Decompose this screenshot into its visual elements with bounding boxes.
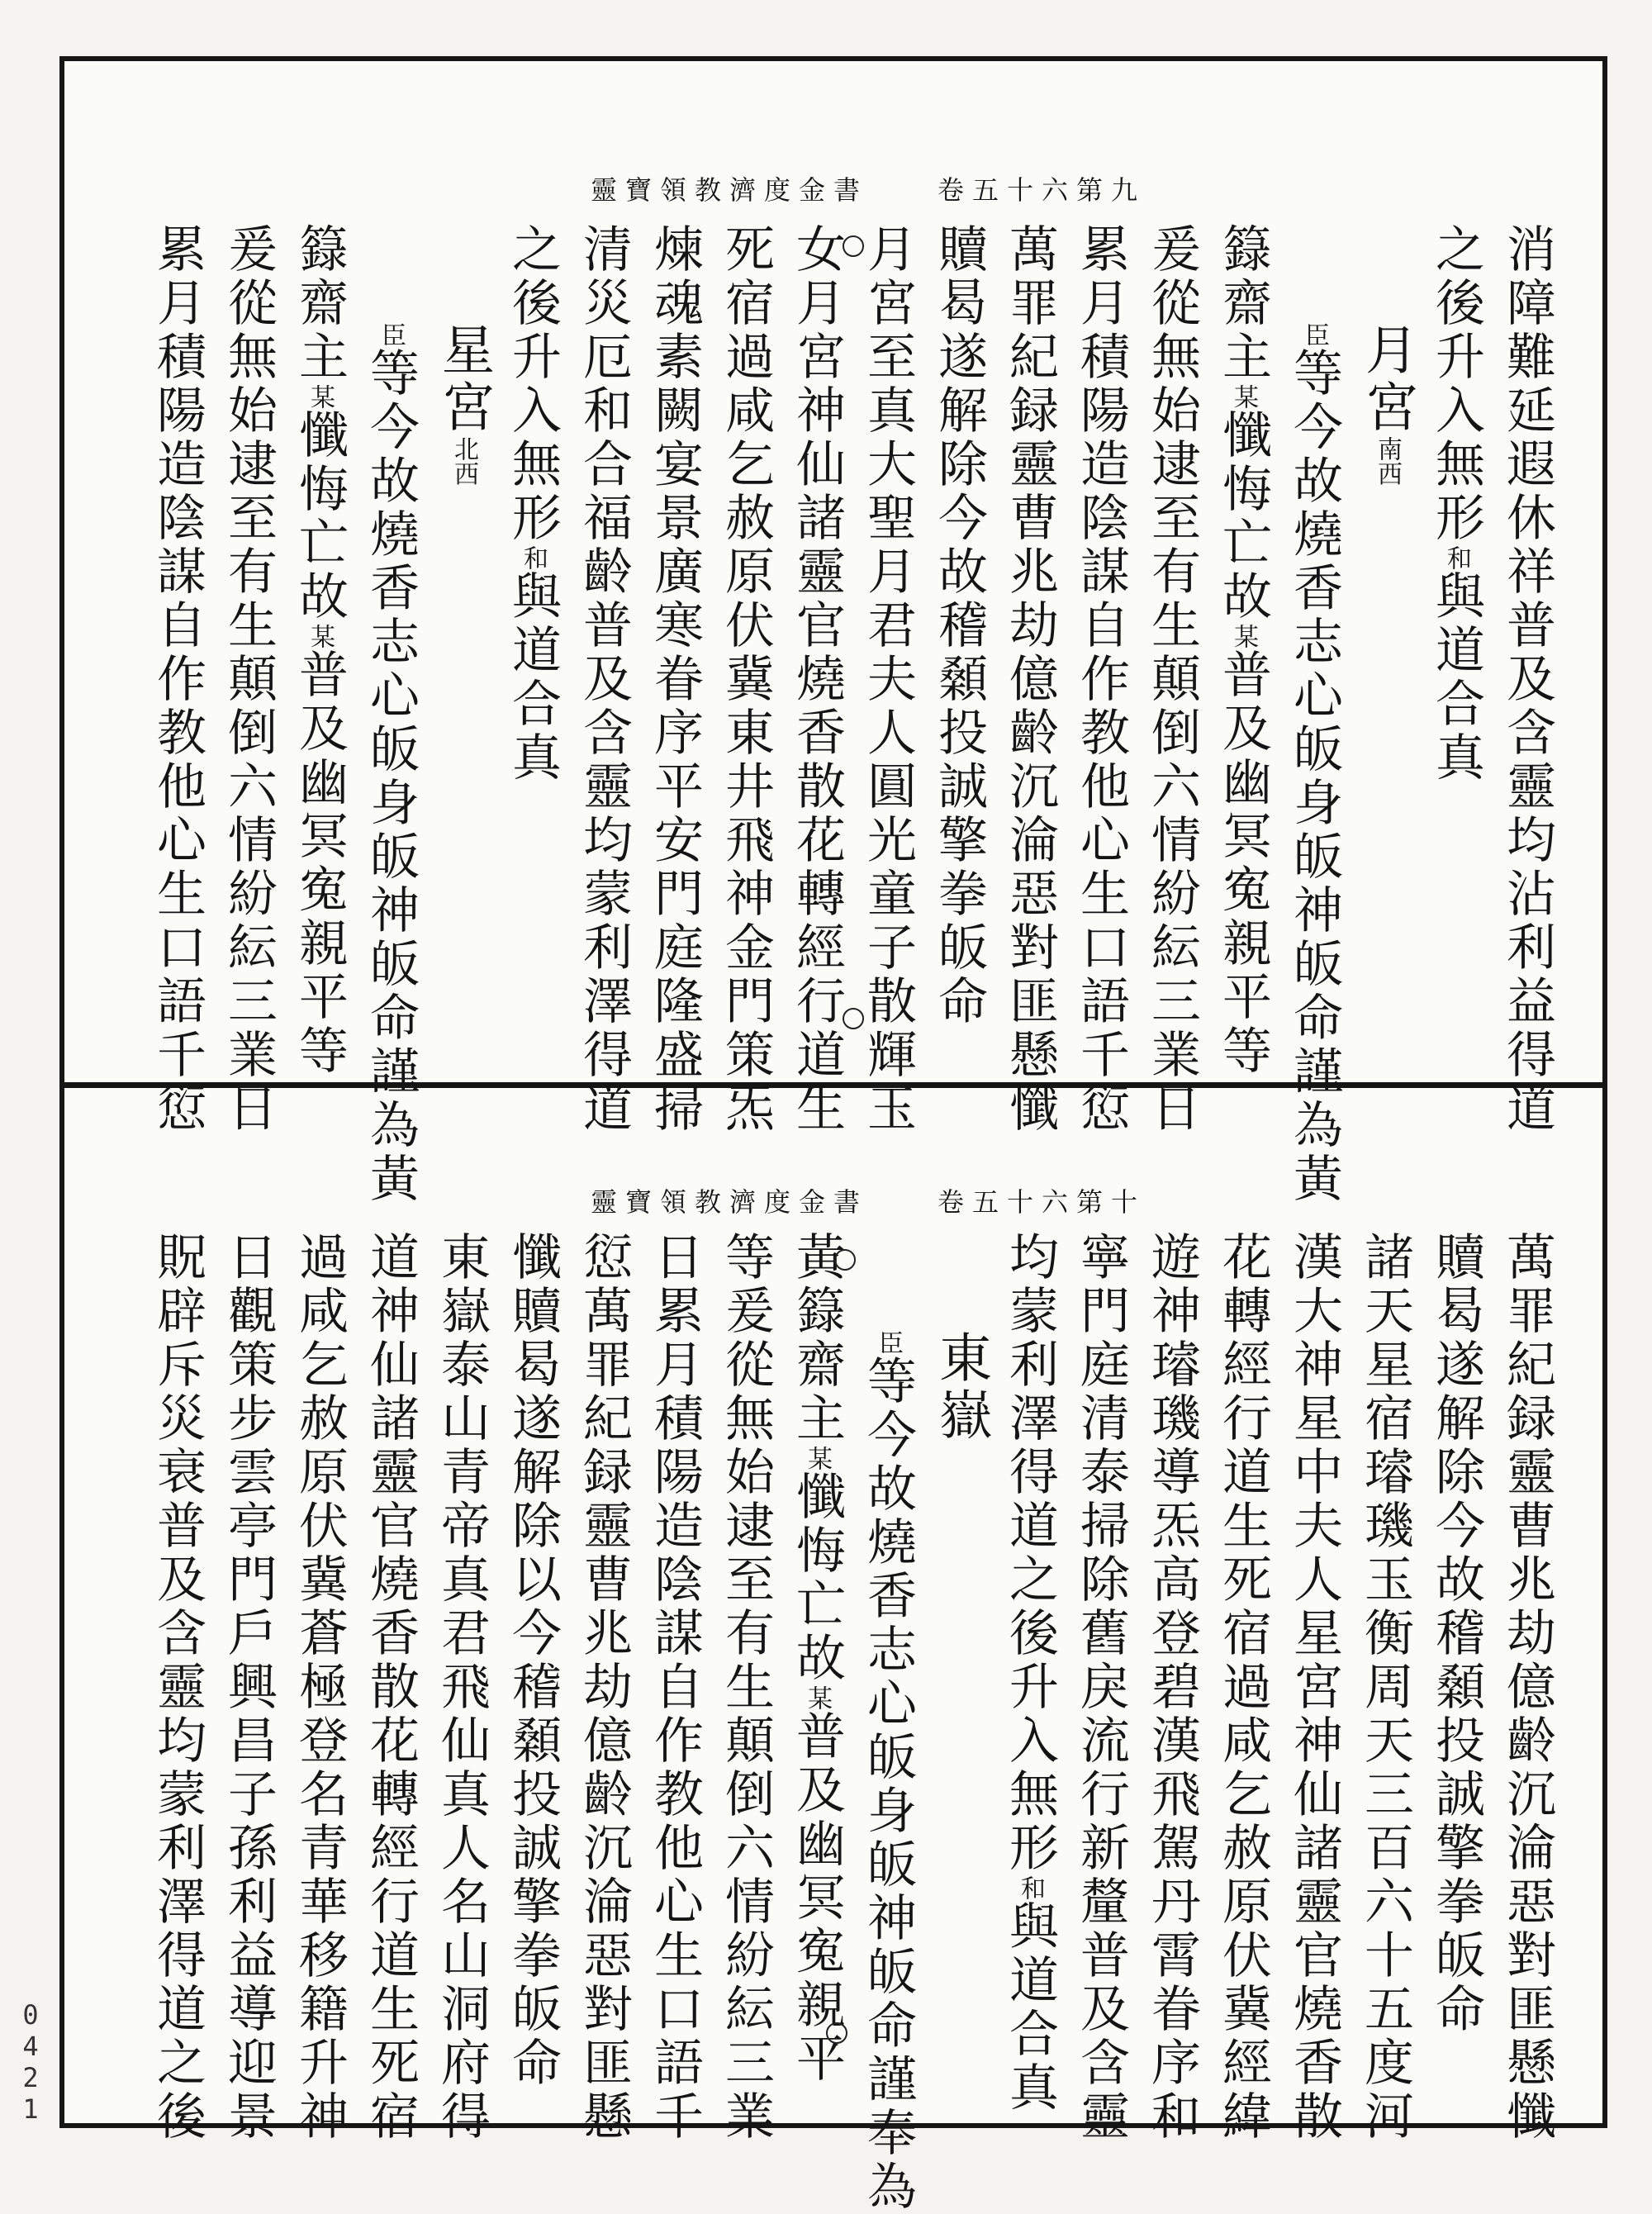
column-text: 普及幽冥寃親平 [788, 1710, 846, 2086]
column-text: 累月積陽造陰謀自作教他心生口語千愆 [149, 223, 206, 1136]
lower-text-column [1143, 1231, 1201, 2144]
column-text: 萬罪紀録靈曹兆劫億齡沉淪惡對匪懸懺 [1498, 1231, 1556, 2144]
column-text: 籙齋主 [1214, 223, 1272, 384]
column-text: 消障難延遐休祥普及含靈均沾利益得道 [1498, 223, 1556, 1136]
column-text: 貺辟斥災衰普及含靈均蒙利澤得道之後 [149, 1231, 206, 2144]
column-text: 等爰從無始逮至有生顛倒六情紛紜三業 [717, 1231, 775, 2144]
punctuation-circle [826, 2022, 847, 2044]
small-annotation: 某 [1229, 624, 1258, 649]
upper-text-column [291, 223, 349, 1078]
column-text: 贖曷遂解除今故稽顙投誠擎拳皈命 [1427, 1231, 1485, 2036]
punctuation-circle [843, 235, 864, 257]
column-text: 等今故燒香志心皈身皈神皈命謹為黃 [362, 347, 420, 1206]
lower-text-column [433, 1231, 491, 2144]
column-text: 諸天星宿璿璣玉衡周天三百六十五度河 [1356, 1231, 1414, 2144]
column-text: 愆萬罪紀録靈曹兆劫億齡沉淪惡對匪懸 [575, 1231, 633, 2144]
column-text: 爰從無始逮至有生顛倒六情紛紜三業日 [1143, 223, 1201, 1136]
lower-text-column [220, 1231, 278, 2144]
small-annotation: 和 [1016, 1875, 1045, 1900]
small-annotation: 某 [306, 624, 335, 649]
lower-text-column [646, 1231, 704, 2144]
column-text: 等今故燒香志心皈身皈神皈命謹奉為 [859, 1355, 917, 2214]
lower-text-column [575, 1231, 633, 2144]
column-text: 東嶽泰山青帝真君飛仙真人名山洞府得 [433, 1231, 491, 2144]
upper-text-column [717, 223, 775, 1136]
punctuation-circle [843, 1008, 864, 1029]
small-annotation: 和 [1442, 545, 1471, 570]
column-text: 等今故燒香志心皈身皈神皈命謹為黃 [1285, 347, 1343, 1206]
column-text: 星宮 [433, 322, 494, 436]
upper-text-column [1143, 223, 1201, 1136]
lower-text-column [1356, 1231, 1414, 2144]
upper-text-column [859, 223, 917, 1136]
column-text: 寧門庭清泰掃除舊戾流行新釐普及含靈 [1072, 1231, 1130, 2144]
small-annotation: 某 [306, 384, 335, 409]
column-text: 月宮至真大聖月君夫人圓光童子散輝玉 [859, 223, 917, 1136]
upper-text-column [1427, 223, 1485, 1049]
upper-text-column [1285, 223, 1343, 1206]
small-annotation: 和 [519, 545, 548, 570]
page-number: 0421 [15, 1999, 46, 2125]
column-text: 遊神璿璣導炁高登碧漢飛駕丹霄眷序和 [1143, 1231, 1201, 2144]
column-text: 與道合真 [1427, 570, 1485, 785]
column-text: 東嶽 [930, 1330, 991, 1444]
column-text: 日觀策步雲亭門戶興昌子孫利益導迎景 [220, 1231, 278, 2144]
column-text: 普及幽冥寃親平等 [291, 649, 349, 1078]
small-annotation: 某 [803, 1685, 832, 1710]
column-text: 萬罪紀録靈曹兆劫億齡沉淪惡對匪懸懺 [1001, 223, 1059, 1136]
column-text: 懺悔亡故 [1214, 409, 1272, 624]
lower-text-column [1427, 1231, 1485, 2098]
small-annotation: 某 [1229, 384, 1258, 409]
upper-text-column [1214, 223, 1272, 1078]
column-text: 均蒙利澤得道之後升入無形 [1001, 1231, 1059, 1875]
column-text: 與道合真 [1001, 1900, 1059, 2115]
lower-text-column [1072, 1231, 1130, 2144]
upper-text-column [504, 223, 562, 1049]
column-text: 花轉經行道生死宿過咸乞赦原伏冀經緯 [1214, 1231, 1272, 2144]
column-text: 道神仙諸靈官燒香散花轉經行道生死宿 [362, 1231, 420, 2144]
column-text: 女月宮神仙諸靈官燒香散花轉經行道生 [788, 223, 846, 1136]
column-text: 爰從無始逮至有生顛倒六情紛紜三業日 [220, 223, 278, 1136]
upper-text-column [1001, 223, 1059, 1136]
punctuation-circle [834, 1249, 856, 1271]
upper-text-column [220, 223, 278, 1136]
column-text: 與道合真 [504, 570, 562, 785]
lower-text-column [1285, 1231, 1343, 2144]
column-text: 日累月積陽造陰謀自作教他心生口語千 [646, 1231, 704, 2144]
upper-text-column [1498, 223, 1556, 1136]
column-text: 贖曷遂解除今故稽顙投誠擎拳皈命 [930, 223, 988, 1029]
column-text: 累月積陽造陰謀自作教他心生口語千愆 [1072, 223, 1130, 1136]
lower-text-column [1498, 1231, 1556, 2144]
lower-text-column [1214, 1231, 1272, 2144]
upper-text-column [788, 223, 846, 1136]
lower-running-header: 靈寶領教濟度金書 卷五十六第十 [591, 1186, 1146, 1218]
lower-text-column [859, 1231, 917, 2214]
small-annotation: 臣 [377, 322, 406, 347]
column-text: 死宿過咸乞赦原伏冀東井飛神金門策炁 [717, 223, 775, 1136]
small-annotation: 臣 [1300, 322, 1329, 347]
column-text: 懺贖曷遂解除以今稽顙投誠擎拳皈命 [504, 1231, 562, 2090]
column-text: 漢大神星中夫人星宮神仙諸靈官燒香散 [1285, 1231, 1343, 2144]
column-text: 月宮 [1356, 322, 1417, 436]
upper-text-column [1356, 223, 1417, 1148]
lower-text-column [788, 1231, 846, 2098]
column-text: 之後升入無形 [504, 223, 562, 545]
upper-text-column [930, 223, 988, 1049]
small-annotation: 臣 [874, 1330, 903, 1355]
small-annotation: 某 [803, 1446, 832, 1470]
column-text: 之後升入無形 [1427, 223, 1485, 545]
upper-running-header: 靈寶領教濟度金書 卷五十六第九 [591, 174, 1146, 206]
lower-text-column [291, 1231, 349, 2144]
column-text: 黃籙齋主 [788, 1231, 846, 1446]
lower-text-column [504, 1231, 562, 2098]
lower-text-column [930, 1231, 991, 2197]
upper-text-column [149, 223, 206, 1136]
upper-text-column [575, 223, 633, 1136]
lower-text-column [1001, 1231, 1059, 2115]
column-text: 懺悔亡故 [291, 409, 349, 624]
upper-text-column [646, 223, 704, 1136]
upper-text-column [362, 223, 420, 1206]
column-text: 懺悔亡故 [788, 1470, 846, 1685]
upper-text-column [433, 223, 494, 1148]
lower-text-column [149, 1231, 206, 2144]
column-text: 清災厄和合福齡普及含靈均蒙利澤得道 [575, 223, 633, 1136]
upper-text-column [1072, 223, 1130, 1136]
lower-text-column [362, 1231, 420, 2144]
column-text: 煉魂素闕宴景廣寒眷序平安門庭隆盛掃 [646, 223, 704, 1136]
column-text: 籙齋主 [291, 223, 349, 384]
lower-text-column [717, 1231, 775, 2144]
small-annotation: 南西 [1373, 436, 1402, 486]
column-text: 普及幽冥寃親平等 [1214, 649, 1272, 1078]
small-annotation: 北西 [449, 436, 478, 486]
column-text: 過咸乞赦原伏冀蒼極登名青華移籍升神 [291, 1231, 349, 2144]
